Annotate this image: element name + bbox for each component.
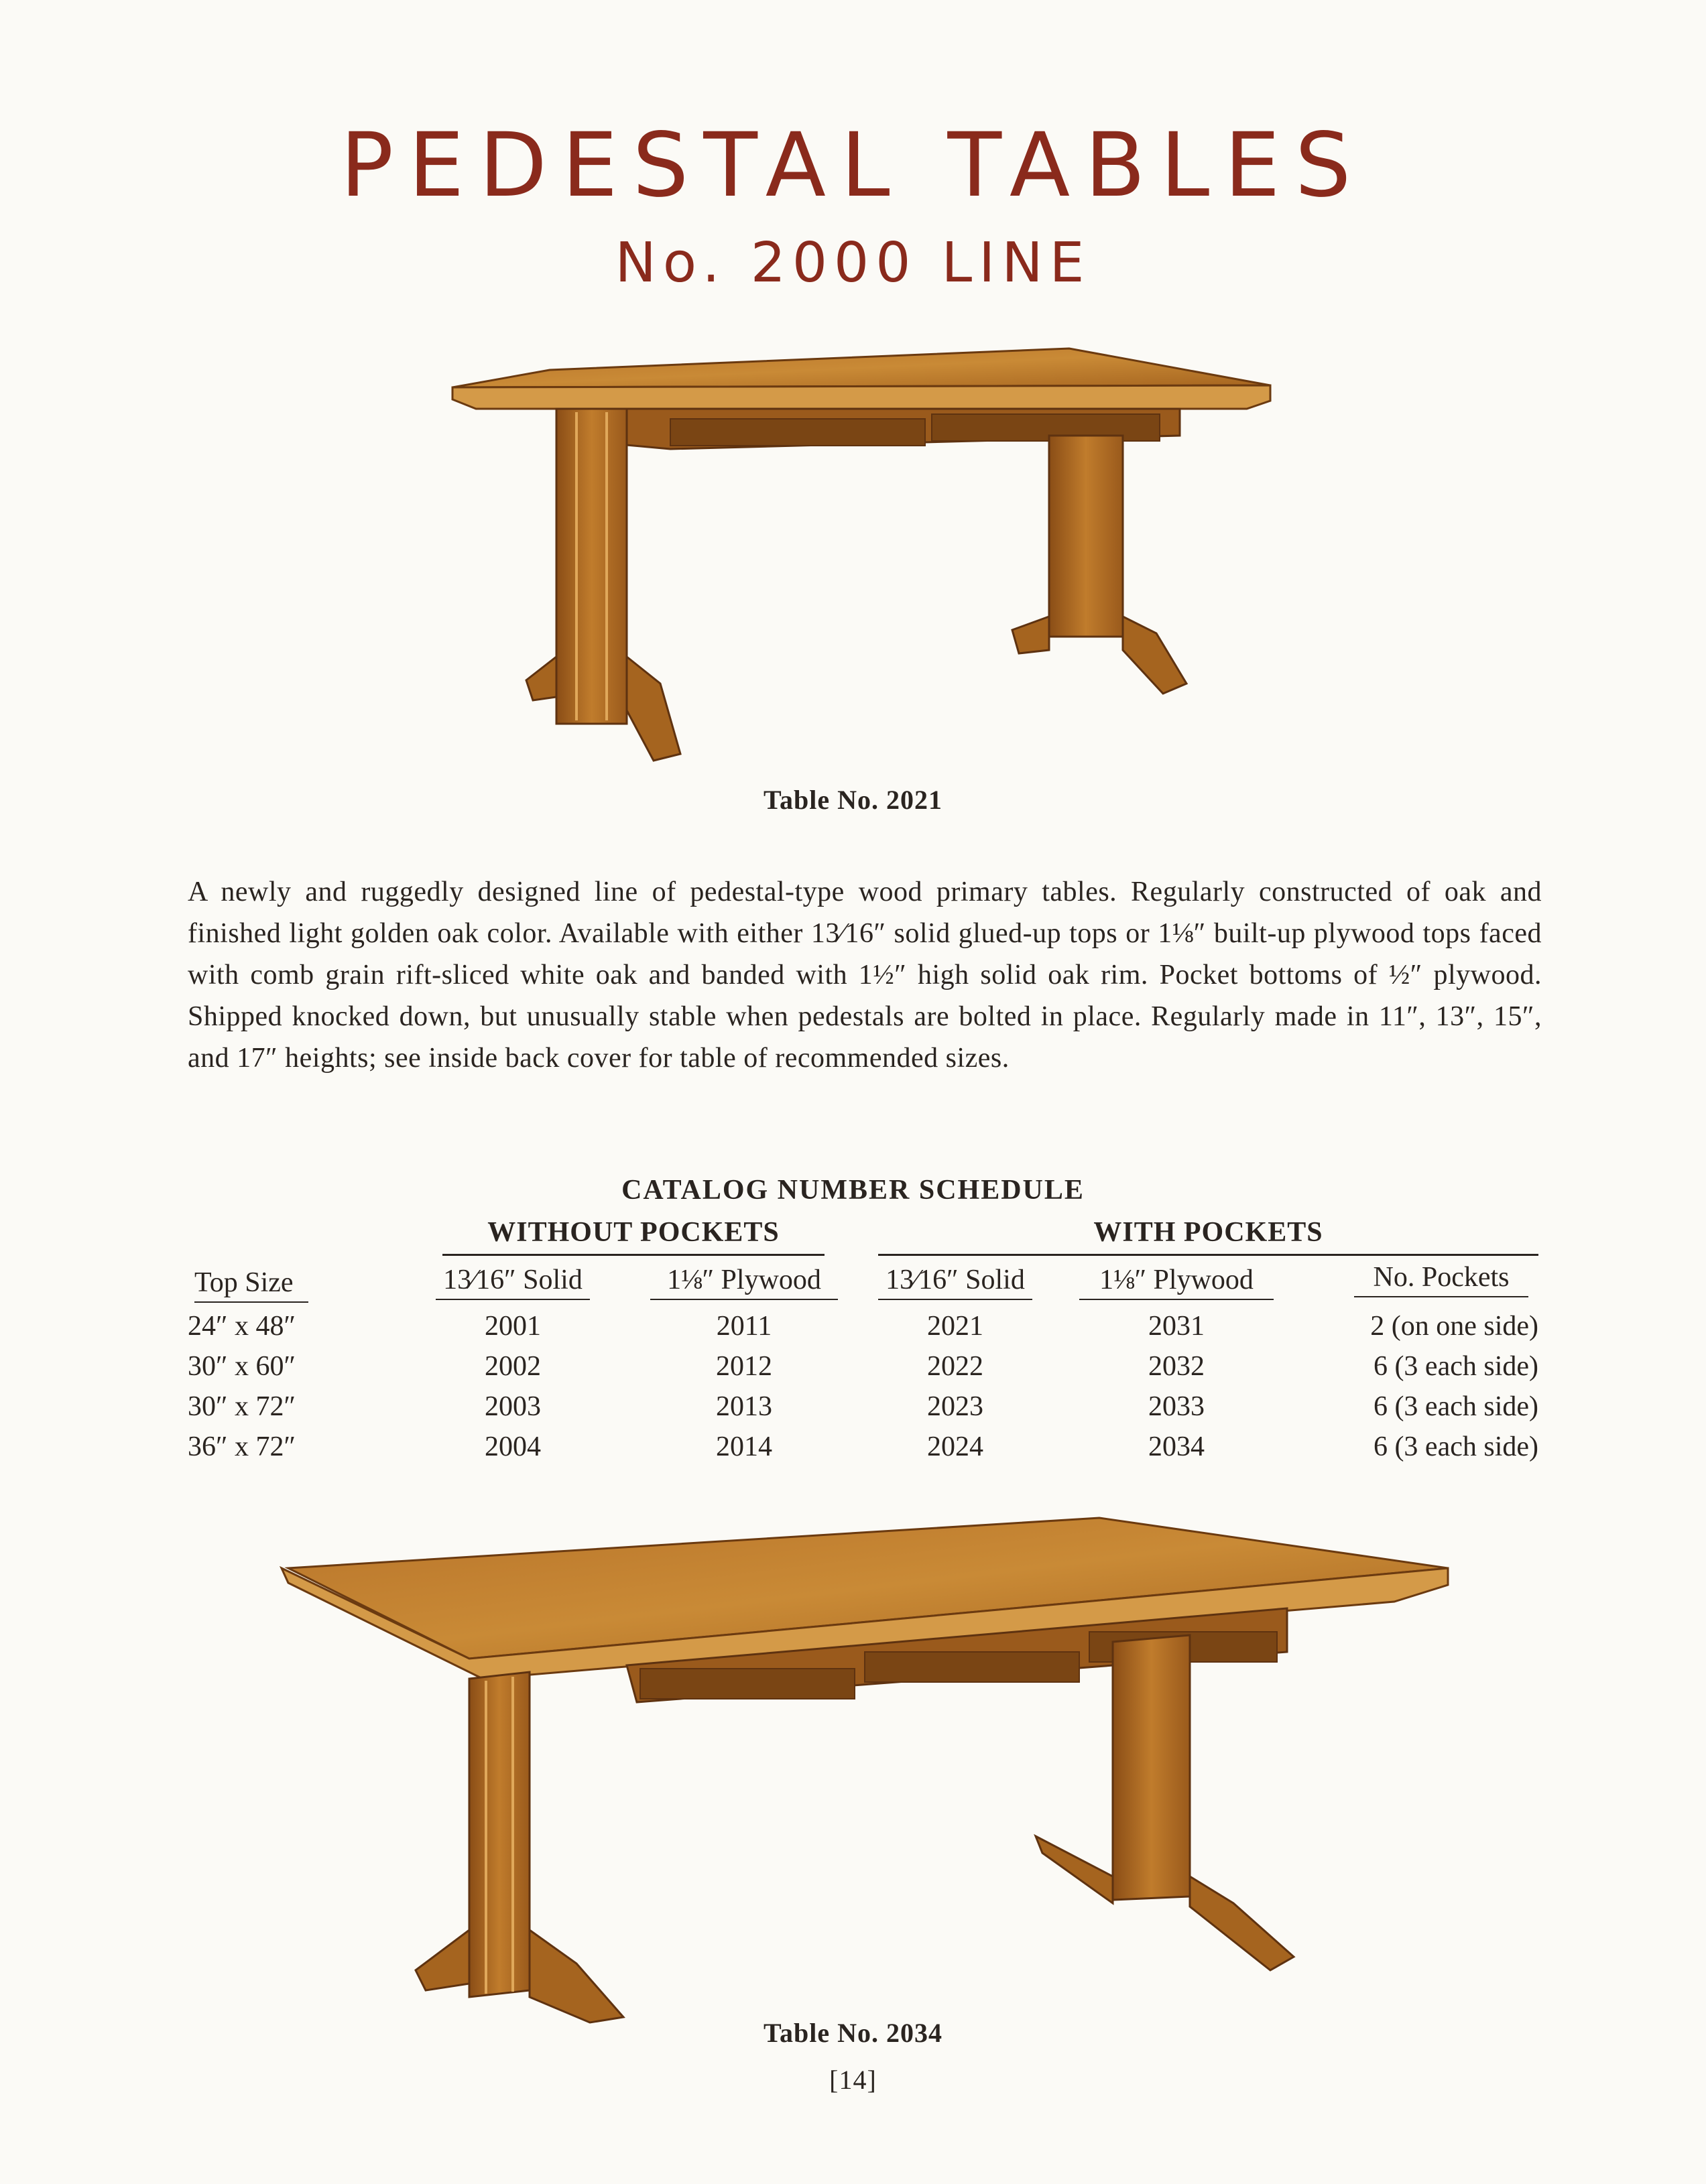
table-2021-illustration xyxy=(0,335,1706,777)
table-cell: 2034 xyxy=(1148,1431,1205,1462)
table-cell: 2013 xyxy=(716,1391,772,1422)
page-subtitle: No. 2000 LINE xyxy=(615,231,1091,295)
table-cell: 2001 xyxy=(485,1311,541,1342)
table-cell: 2014 xyxy=(716,1431,772,1462)
table-cell: 2031 xyxy=(1148,1311,1205,1342)
header-without-plywood: 1⅛″ Plywood xyxy=(650,1264,838,1300)
header-without-solid: 13⁄16″ Solid xyxy=(436,1264,590,1300)
table-cell: 6 (3 each side) xyxy=(1373,1391,1538,1422)
table-cell: 2023 xyxy=(927,1391,983,1422)
table-cell: 30″ x 72″ xyxy=(188,1391,296,1422)
page-number: [14] xyxy=(829,2065,877,2095)
caption-table-2021: Table No. 2021 xyxy=(763,785,942,815)
table-cell: 2033 xyxy=(1148,1391,1205,1422)
header-with-plywood: 1⅛″ Plywood xyxy=(1079,1264,1274,1300)
table-cell: 2003 xyxy=(485,1391,541,1422)
table-cell: 2012 xyxy=(716,1351,772,1382)
table-cell: 2024 xyxy=(927,1431,983,1462)
header-top-size: Top Size xyxy=(194,1267,308,1303)
description-paragraph xyxy=(188,871,1542,1079)
table-cell: 2011 xyxy=(716,1311,772,1342)
page-title: PEDESTAL TABLES xyxy=(340,114,1366,217)
group-without-pockets: WITHOUT POCKETS xyxy=(442,1216,825,1256)
table-cell: 30″ x 60″ xyxy=(188,1351,296,1382)
table-cell: 24″ x 48″ xyxy=(188,1311,296,1342)
description-text: A newly and ruggedly designed line of pedestal-type wood primary tables. Regularly constructed of oak and finished light golden oak color. Available with either 13⁄16″ solid glued-up tops or 1⅛″ built-up plywood tops faced with comb grain rift-sliced white oak and banded with 1½″ high solid oak rim. Pocket bottoms of ½″ plywood. Shipped knocked down, but unusually stable when pedestals are bolted in place. Regularly made in 11″, 13″, 15″, and 17″ heights; see inside back cover for table of recommended sizes. xyxy=(188,877,1542,1074)
table-cell: 2004 xyxy=(485,1431,541,1462)
table-cell: 6 (3 each side) xyxy=(1373,1351,1538,1382)
table-cell: 2032 xyxy=(1148,1351,1205,1382)
table-cell: 36″ x 72″ xyxy=(188,1431,296,1462)
table-cell: 2 (on one side) xyxy=(1370,1311,1538,1342)
caption-table-2034: Table No. 2034 xyxy=(763,2018,942,2048)
schedule-title: CATALOG NUMBER SCHEDULE xyxy=(621,1175,1085,1206)
table-cell: 2021 xyxy=(927,1311,983,1342)
header-with-solid: 13⁄16″ Solid xyxy=(878,1264,1032,1300)
header-no-pockets: No. Pockets xyxy=(1354,1261,1528,1297)
table-cell: 6 (3 each side) xyxy=(1373,1431,1538,1462)
group-with-pockets: WITH POCKETS xyxy=(878,1216,1538,1256)
table-2034-illustration xyxy=(0,1501,1706,2024)
table-cell: 2002 xyxy=(485,1351,541,1382)
table-cell: 2022 xyxy=(927,1351,983,1382)
